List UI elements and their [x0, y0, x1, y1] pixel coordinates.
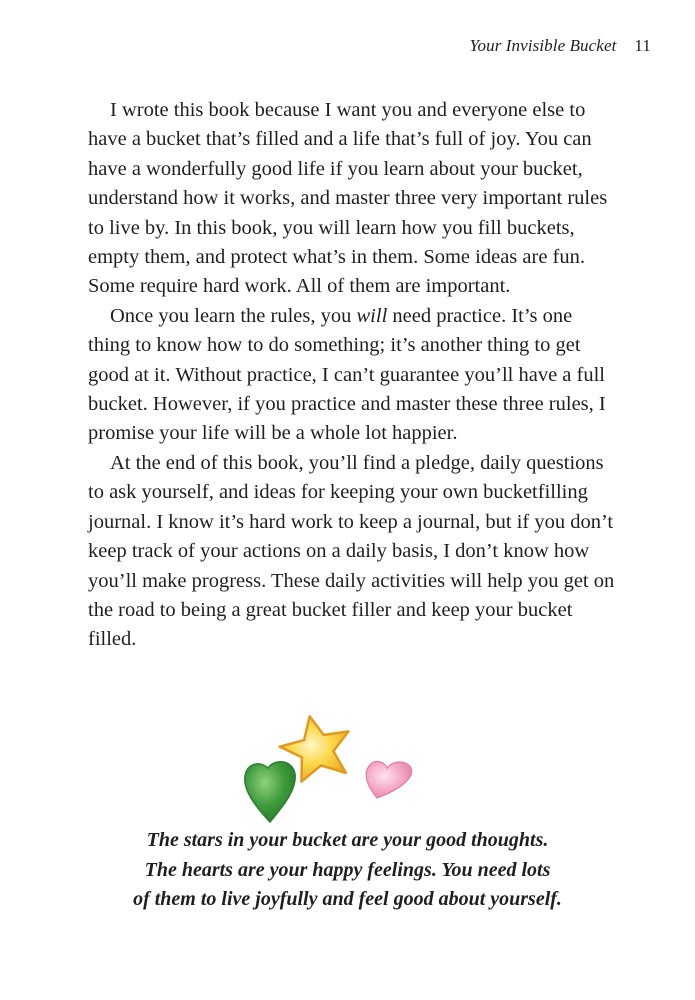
caption-line-3: of them to live joyfully and feel good about yourself. — [133, 888, 562, 910]
chapter-title: Your Invisible Bucket — [469, 36, 617, 55]
stars-hearts-illustration — [235, 710, 435, 825]
body-text — [88, 96, 618, 655]
paragraph-2 — [88, 302, 618, 449]
illustration-caption — [60, 826, 635, 915]
emphasis-will: will — [356, 304, 388, 327]
paragraph-2-start: Once you learn the rules, you — [110, 304, 357, 327]
caption-line-2: The hearts are your happy feelings. You need lots — [144, 858, 551, 881]
caption-line-1: The stars in your bucket are your good thoughts. — [146, 829, 549, 851]
green-heart-icon — [245, 762, 295, 822]
pink-heart-icon — [366, 762, 411, 798]
paragraph-3: At the end of this book, you’ll find a pledge, daily questions to ask yourself, and ideas for keeping your own bucketfilling journal. I know it’s hard work to keep a journal, but if you don’t keep track of your actions on a daily basis, I don’t know how you’ll make progress. These daily activities will help you get on the road to being a great bucket filler and keep your bucket filled. — [88, 451, 615, 651]
paragraph-1: I wrote this book because I want you and everyone else to have a bucket that’s filled and a life that’s full of joy. You can have a wonderfully good life if you learn about your bucket, understand how it works, and master three very important rules to live by. In this book, you will learn how you fill buckets, empty them, and protect what’s in them. Some ideas are fun. Some require hard work. All of them are important. — [88, 99, 608, 298]
running-head — [470, 36, 651, 56]
page-number: 11 — [634, 36, 651, 55]
paragraph-2-rest: need practice. It’s one thing to know how to do something; it’s another thing to get good at it. Without practice, I can’t guarantee you’ll have a full bucket. However, if you practice and master these three rules, I promise your life will be a whole lot happier. — [88, 304, 606, 445]
